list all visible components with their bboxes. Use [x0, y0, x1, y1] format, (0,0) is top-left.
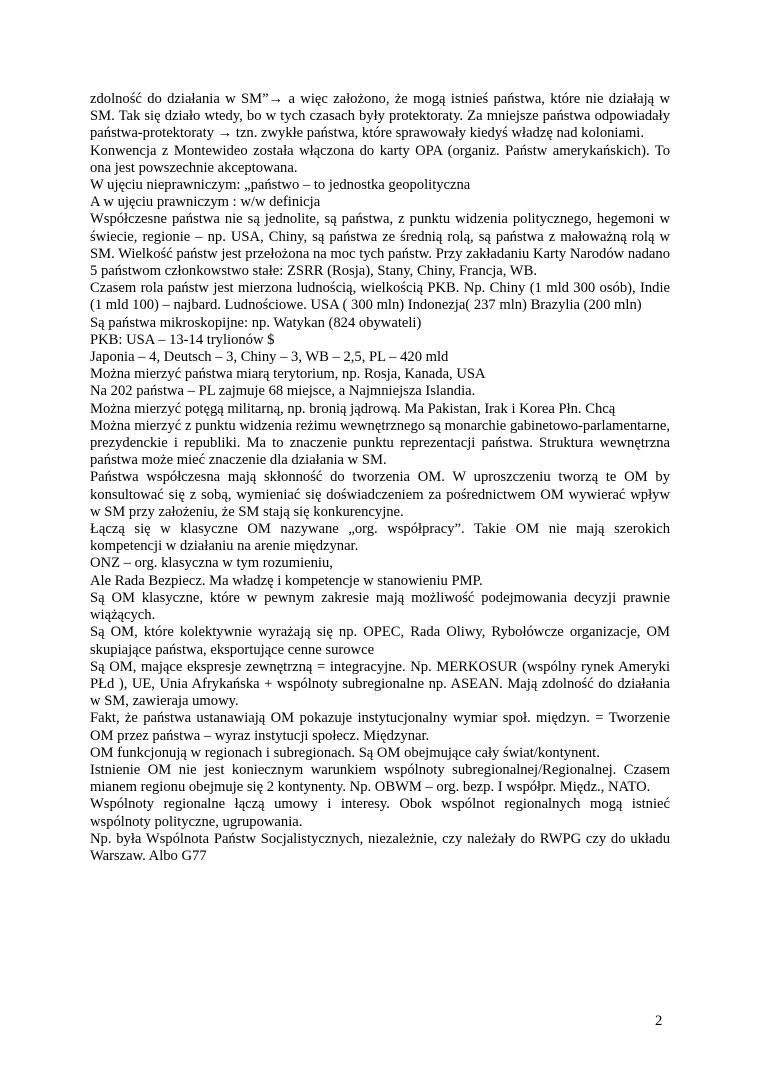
- paragraph: Na 202 państwa – PL zajmuje 68 miejsce, a Najmniejsza Islandia.: [90, 383, 476, 400]
- paragraph: Państwa współczesna mają skłonność do tworzenia OM. W uproszczeniu tworzą te OM by konsultować się z sobą, wymieniać się doświadczeniem za pośrednictwem OM wywierać wpływ w SM przy założeniu, że SM stają się konkurencyjne.: [90, 469, 670, 520]
- paragraph: Są OM, mające ekspresje zewnętrzną = integracyjne. Np. MERKOSUR (wspólny rynek Ameryki PŁd ), UE, Unia Afrykańska + wspólnoty subregionalne np. ASEAN. Mają zdolność do działania w SM, zawieraja umowy.: [90, 658, 670, 710]
- paragraph: Łączą się w klasyczne OM nazywane „org. współpracy”. Takie OM nie mają szerokich kompetencji w działaniu na arenie międzynar.: [90, 521, 670, 555]
- paragraph: A w ujęciu prawniczym : w/w definicja: [90, 194, 321, 211]
- paragraph: Wspólnoty regionalne łączą umowy i interesy. Obok wspólnot regionalnych mogą istnieć wspólnoty polityczne, ugrupowania.: [90, 796, 670, 830]
- paragraph: Można mierzyć potęgą militarną, np. bronią jądrową. Ma Pakistan, Irak i Korea Płn. Chcą: [90, 400, 616, 417]
- paragraph: Współczesne państwa nie są jednolite, są państwa, z punktu widzenia politycznego, hegemoni w świecie, regionie – np. USA, Chiny, są państwa ze średnią rolą, są państwa z małoważną rolą w SM. Wielkość państw jest przełożona na moc tych państw. Przy zakładaniu Karty Narodów nadano 5 państwom członkowstwo stałe: ZSRR (Rosja), Stany, Chiny, Francja, WB.: [90, 211, 670, 280]
- paragraph: Są państwa mikroskopijne: np. Watykan (824 obywateli): [90, 314, 422, 331]
- paragraph: Istnienie OM nie jest koniecznym warunkiem wspólnoty subregionalnej/Regionalnej. Czasem mianem regionu obejmuje się 2 kontynenty. Np. OBWM – org. bezp. I współpr. Międz., NATO.: [90, 761, 670, 796]
- paragraph: ONZ – org. klasyczna w tym rozumieniu,: [90, 555, 333, 572]
- paragraph: PKB: USA – 13-14 trylionów $: [90, 331, 275, 348]
- paragraph: zdolność do działania w SM”→ a więc założono, że mogą istnieś państwa, które nie działają w SM. Tak się działo wtedy, bo w tych czasach były protektoraty. Za mniejsze państwa odpowiadały państwa-protektoraty → tzn. zwykłe państwa, które sprawowały kiedyś władzę nad koloniami.: [90, 91, 670, 142]
- paragraph: Fakt, że państwa ustanawiają OM pokazuje instytucjonalny wymiar społ. międzyn. = Tworzenie OM przez państwa – wyraz instytucji społecz. Międzynar.: [90, 710, 670, 744]
- paragraph: Są OM, które kolektywnie wyrażają się np. OPEC, Rada Oliwy, Rybołówcze organizacje, OM skupiające państwa, eksportujące cenne surowce: [90, 624, 670, 658]
- paragraph: Japonia – 4, Deutsch – 3, Chiny – 3, WB – 2,5, PL – 420 mld: [90, 349, 449, 366]
- paragraph: Konwencja z Montewideo została włączona do karty OPA (organiz. Państw amerykańskich). To ona jest powszechnie akceptowana.: [90, 142, 670, 176]
- paragraph: Są OM klasyczne, które w pewnym zakresie mają możliwość podejmowania decyzji prawnie wiążących.: [90, 589, 670, 624]
- paragraph: Ale Rada Bezpiecz. Ma władzę i kompetencje w stanowieniu PMP.: [90, 572, 483, 589]
- paragraph: Czasem rola państw jest mierzona ludnością, wielkością PKB. Np. Chiny (1 mld 300 osób), Indie (1 mld 100) – najbard. Ludnościowe. USA ( 300 mln) Indonezja( 237 mln) Brazylia (200 mln): [90, 280, 670, 314]
- paragraph: W ujęciu nieprawniczym: „państwo – to jednostka geopolityczna: [90, 177, 471, 194]
- paragraph: Można mierzyć państwa miarą terytorium, np. Rosja, Kanada, USA: [90, 366, 486, 383]
- page-body: [90, 91, 670, 865]
- paragraph: OM funkcjonują w regionach i subregionach. Są OM obejmujące cały świat/kontynent.: [90, 744, 600, 761]
- page-number: 2: [655, 1013, 663, 1029]
- paragraph: Np. była Wspólnota Państw Socjalistycznych, niezależnie, czy należały do RWPG czy do układu Warszaw. Albo G77: [90, 830, 670, 864]
- paragraph: Można mierzyć z punktu widzenia reżimu wewnętrznego są monarchie gabinetowo-parlamentarne, prezydenckie i republiki. Ma to znaczenie punktu reprezentacji państwa. Struktura wewnętrzna państwa może mieć znaczenie dla działania w SM.: [90, 417, 670, 469]
